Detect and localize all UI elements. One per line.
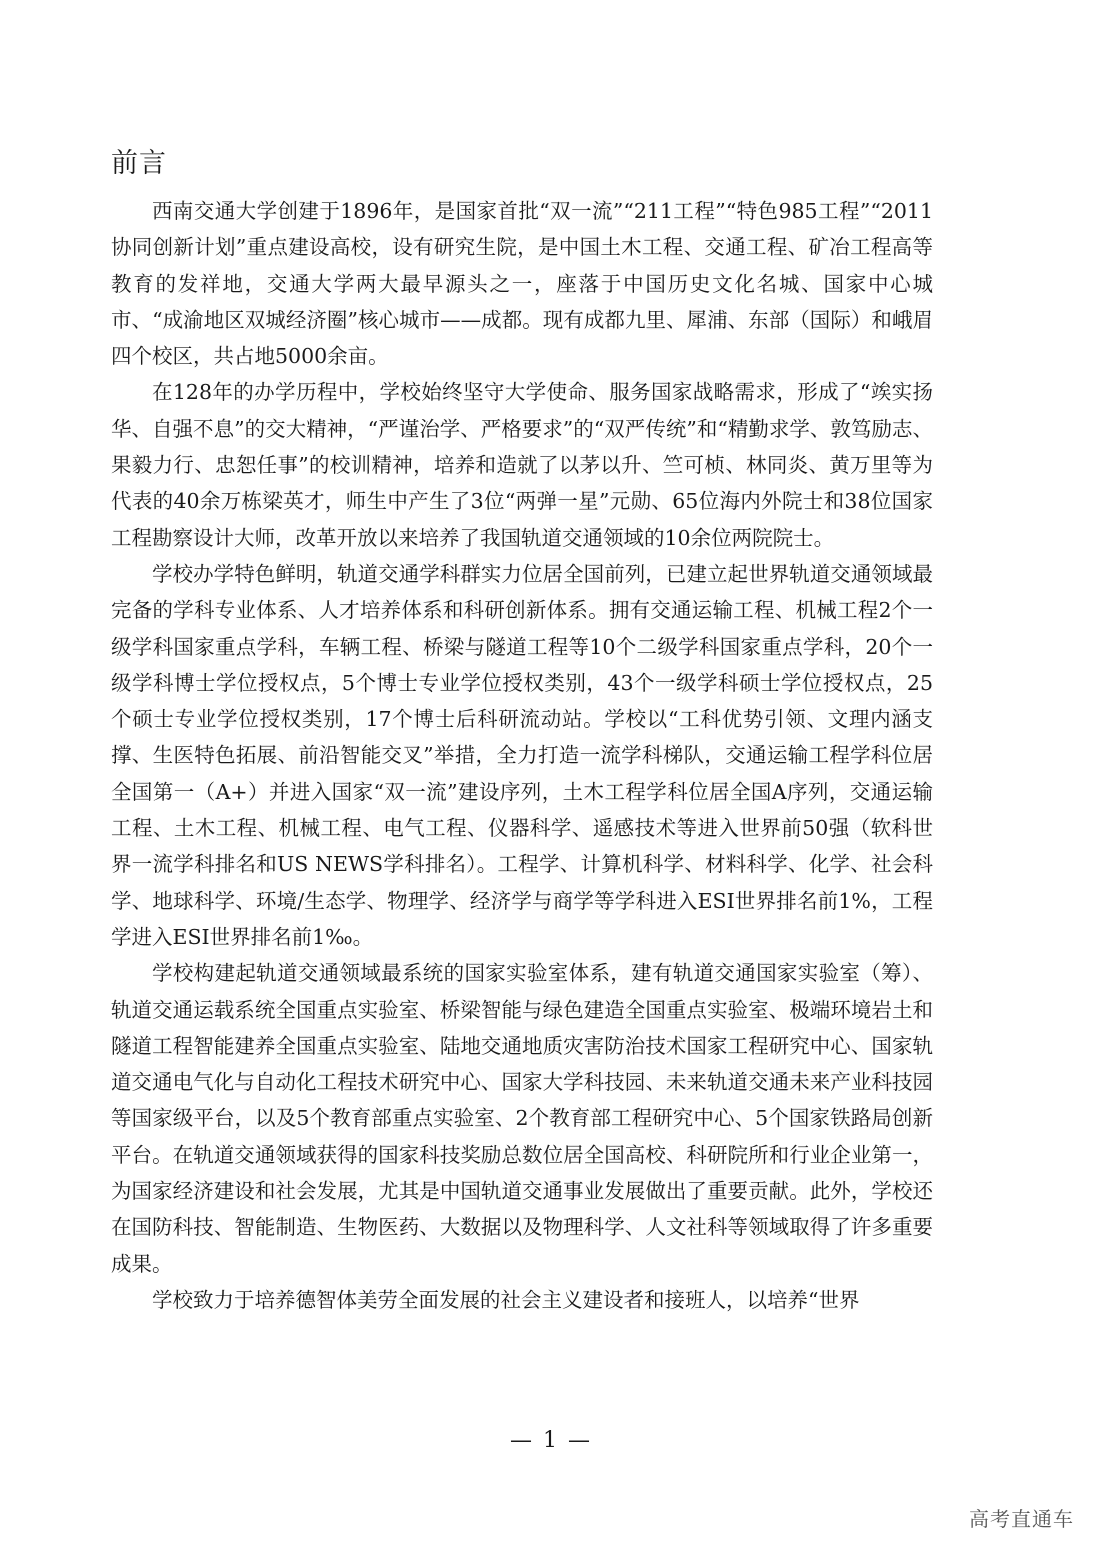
paragraph: 学校致力于培养德智体美劳全面发展的社会主义建设者和接班人，以培养“世界 <box>152 1287 860 1312</box>
page-number: — 1 — <box>510 1428 592 1453</box>
body-text <box>111 193 933 1318</box>
paragraph: 在128年的办学历程中，学校始终坚守大学使命、服务国家战略需求，形成了“竢实扬华、自强不息”的交大精神，“严谨治学、严格要求”的“双严传统”和“精勤求学、敦笃励志、果毅力行、忠恕任事”的校训精神，培养和造就了以茅以升、竺可桢、林同炎、黄万里等为代表的40余万栋梁英才，师生中产生了3位“两弹一星”元勋、65位海内外院士和38位国家工程勘察设计大师，改革开放以来培养了我国轨道交通领域的10余位两院院士。 <box>111 380 933 550</box>
paragraph: 西南交通大学创建于1896年，是国家首批“双一流”“211工程”“特色985工程”“2011协同创新计划”重点建设高校，设有研究生院，是中国土木工程、交通工程、矿冶工程高等教育的发祥地，交通大学两大最早源头之一，座落于中国历史文化名城、国家中心城市、“成渝地区双城经济圈”核心城市——成都。现有成都九里、犀浦、东部（国际）和峨眉四个校区，共占地5000余亩。 <box>111 199 933 369</box>
paragraph: 学校构建起轨道交通领域最系统的国家实验室体系，建有轨道交通国家实验室（筹）、轨道交通运载系统全国重点实验室、桥梁智能与绿色建造全国重点实验室、极端环境岩土和隧道工程智能建养全国重点实验室、陆地交通地质灾害防治技术国家工程研究中心、国家轨道交通电气化与自动化工程技术研究中心、国家大学科技园、未来轨道交通未来产业科技园等国家级平台，以及5个教育部重点实验室、2个教育部工程研究中心、5个国家铁路局创新平台。在轨道交通领域获得的国家科技奖励总数位居全国高校、科研院所和行业企业第一，为国家经济建设和社会发展，尤其是中国轨道交通事业发展做出了重要贡献。此外，学校还在国防科技、智能制造、生物医药、大数据以及物理科学、人文社科等领域取得了许多重要成果。 <box>111 961 933 1276</box>
paragraph: 学校办学特色鲜明，轨道交通学科群实力位居全国前列，已建立起世界轨道交通领域最完备的学科专业体系、人才培养体系和科研创新体系。拥有交通运输工程、机械工程2个一级学科国家重点学科，车辆工程、桥梁与隧道工程等10个二级学科国家重点学科，20个一级学科博士学位授权点，5个博士专业学位授权类别，43个一级学科硕士学位授权点，25个硕士专业学位授权类别，17个博士后科研流动站。学校以“工科优势引领、文理内涵支撑、生医特色拓展、前沿智能交叉”举措，全力打造一流学科梯队，交通运输工程学科位居全国第一（A+）并进入国家“双一流”建设序列，土木工程学科位居全国A序列，交通运输工程、土木工程、机械工程、电气工程、仪器科学、遥感技术等进入世界前50强（软科世界一流学科排名和US NEWS学科排名）。工程学、计算机科学、材料科学、化学、社会科学、地球科学、环境/生态学、物理学、经济学与商学等学科进入ESI世界排名前1%，工程学进入ESI世界排名前1‰。 <box>111 561 933 949</box>
watermark: 高考直通车 <box>969 1507 1074 1531</box>
page-heading: 前言 <box>111 148 167 179</box>
